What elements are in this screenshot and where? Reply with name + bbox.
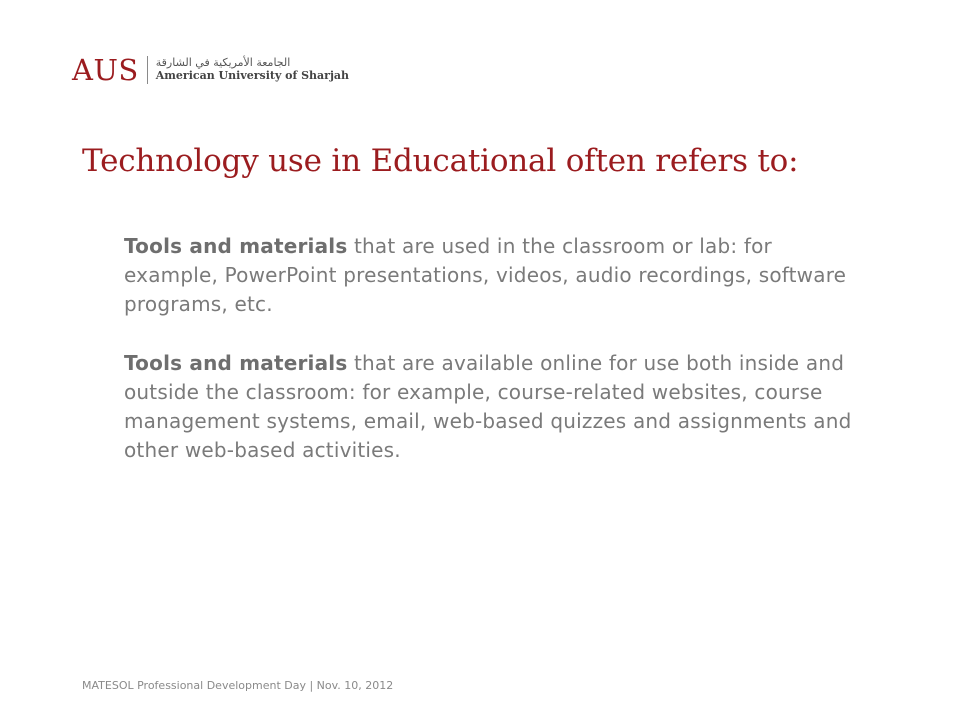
- paragraph-2: [124, 349, 864, 465]
- logo-text-block: [156, 57, 349, 82]
- paragraph-1-text: that are used in the classroom or lab: for example, PowerPoint presentations, videos, audio recordings, software programs, etc.: [124, 234, 847, 316]
- university-logo: [72, 50, 349, 90]
- slide-footer: MATESOL Professional Development Day | Nov. 10, 2012: [82, 679, 394, 692]
- paragraph-2-lead: Tools and materials: [124, 351, 348, 375]
- logo-english-name: American University of Sharjah: [155, 69, 350, 82]
- slide-title: Technology use in Educational often refers to:: [82, 143, 799, 179]
- paragraph-1-lead: Tools and materials: [124, 234, 348, 258]
- slide-body: [124, 232, 864, 495]
- logo-arabic-name: الجامعة الأمريكية في الشارقة: [155, 56, 291, 70]
- logo-abbreviation: AUS: [72, 52, 139, 87]
- paragraph-1: [124, 232, 864, 319]
- logo-divider: [147, 56, 148, 84]
- paragraph-2-text: that are available online for use both inside and outside the classroom: for example, course-related websites, course management systems, email, web-based quizzes and assignments and other web-based activities.: [124, 351, 852, 462]
